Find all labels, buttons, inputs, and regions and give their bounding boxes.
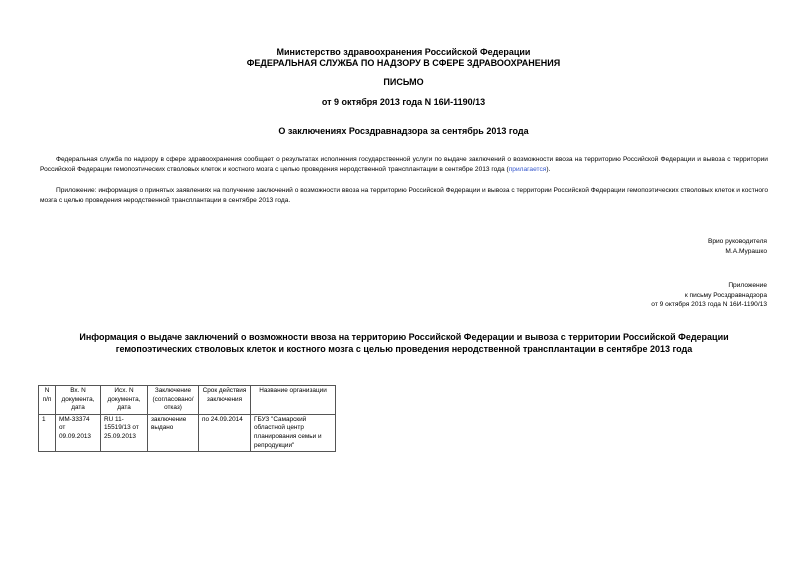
col-header-validity: Срок действия заключения — [199, 386, 251, 415]
appendix-line-1: Приложение — [728, 282, 767, 289]
conclusions-table — [38, 385, 336, 452]
body-paragraph-1 — [40, 155, 768, 174]
cell-org: ГБУЗ "Самарский областной центр планирования семьи и репродукции" — [251, 414, 336, 451]
cell-in-doc: ММ-33374 от 09.09.2013 — [56, 414, 101, 451]
signature-block — [708, 237, 767, 256]
doc-type: ПИСЬМО — [383, 77, 424, 87]
cell-validity: по 24.09.2014 — [199, 414, 251, 451]
doc-date-number: от 9 октября 2013 года N 16И-1190/13 — [321, 97, 486, 107]
signature-name: М.А.Мурашко — [725, 247, 767, 255]
table-row — [39, 414, 336, 451]
signature-position: Врио руководителя — [707, 238, 767, 245]
col-header-conclusion: Заключение (согласовано/ отказ) — [148, 386, 199, 415]
attachment-link[interactable]: прилагается — [508, 165, 547, 173]
appendix-block — [651, 281, 767, 310]
cell-conclusion: заключение выдано — [148, 414, 199, 451]
col-header-in-doc: Вх. N документа, дата — [56, 386, 101, 415]
body-paragraph-2: Приложение: информация о принятых заявлениях на получение заключений о возможности ввоза на территорию Российской Федерации и вывоза с территории Российской Федерации гемопоэтических стволовых клеток и костного мозга с целью проведения неродственной трансплантации в сентябре 2013 года. — [40, 187, 768, 204]
table-header-row — [39, 386, 336, 415]
para1-end: ). — [546, 165, 551, 173]
ministry-name: Министерство здравоохранения Российской Федерации — [276, 47, 531, 57]
doc-subject: О заключениях Росздравнадзора за сентябрь 2013 года — [278, 126, 529, 136]
para1-text: Федеральная служба по надзору в сфере здравоохранения сообщает о результатах исполнения государственной услуги по выдаче заключений о возможности ввоза на территорию Российской Федерации и вывоза с территории Российской Федерации гемопоэтических стволовых клеток и костного мозга с целью проведения неродственной трансплантации в сентябре 2013 года ( — [40, 156, 768, 173]
service-name: ФЕДЕРАЛЬНАЯ СЛУЖБА ПО НАДЗОРУ В СФЕРЕ ЗДРАВООХРАНЕНИЯ — [246, 58, 561, 68]
appendix-line-2: к письму Росздравнадзора — [684, 291, 767, 299]
col-header-num: N п/п — [39, 386, 56, 415]
col-header-out-doc: Исх. N документа, дата — [101, 386, 148, 415]
cell-out-doc: RU 11-15519/13 от 25.09.2013 — [101, 414, 148, 451]
info-title: Информация о выдаче заключений о возможности ввоза на территорию Российской Федерации и вывоза с территории Российской Федерации гемопоэтических стволовых клеток и костного мозга с целью проведения неродственной трансплантации в сентябре 2013 года — [79, 332, 729, 354]
cell-num: 1 — [39, 414, 56, 451]
appendix-line-3: от 9 октября 2013 года N 16И-1190/13 — [651, 301, 767, 308]
col-header-org: Название организации — [251, 386, 336, 415]
